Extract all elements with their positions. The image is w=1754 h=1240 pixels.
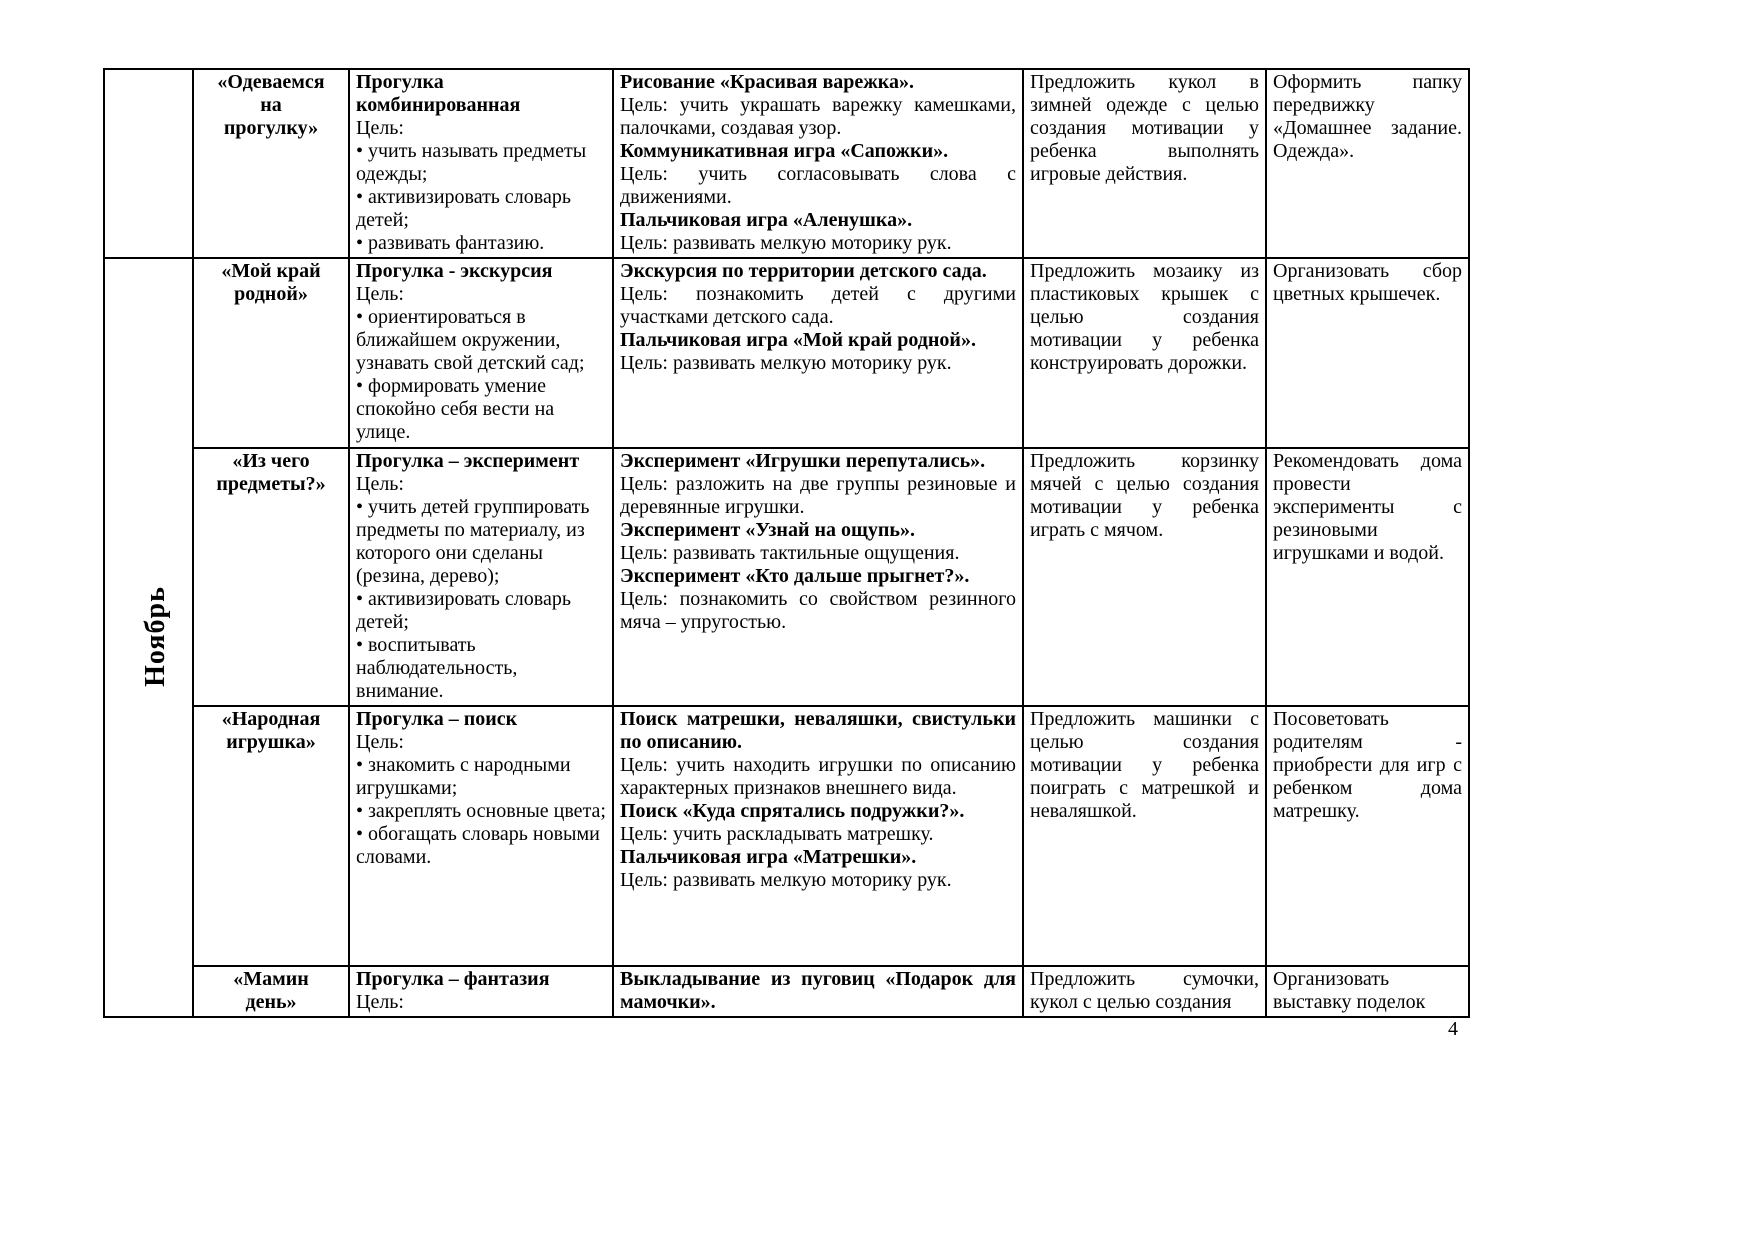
text-line: Цель: развивать мелкую моторику рук. [620, 352, 952, 374]
text-line: Цель: [356, 117, 404, 139]
bold-text-line: Эксперимент «Кто дальше прыгнет?». [620, 565, 970, 587]
bold-text-line: игрушка» [226, 731, 316, 753]
text-line: Цель: познакомить детей с другими участками детского сада. [620, 283, 1016, 328]
text-line: • учить детей группировать предметы по материалу, из которого они сделаны (резина, дерево); [356, 496, 590, 587]
text-line: • активизировать словарь детей; [356, 588, 571, 633]
bold-text-line: прогулку» [223, 117, 319, 139]
walk-cell [349, 258, 613, 448]
bold-text-line: «Мой край [221, 260, 321, 282]
text-line: Посоветовать родителям - приобрести для игр с ребенком дома матрешку. [1273, 708, 1462, 822]
bold-text-line: Экскурсия по территории детского сада. [620, 260, 987, 282]
bold-text-line: Рисование «Красивая варежка». [620, 71, 915, 93]
bold-text-line: день» [245, 991, 297, 1013]
bold-text-line: Поиск матрешки, неваляшки, свистульки по описанию. [620, 708, 1016, 753]
theme-cell [193, 448, 349, 706]
theme-cell [193, 966, 349, 1017]
text-line: Цель: учить согласовывать слова с движениями. [620, 163, 1016, 208]
walk-cell [349, 448, 613, 706]
page-number: 4 [1448, 1018, 1458, 1040]
bold-text-line: Пальчиковая игра «Матрешки». [620, 846, 917, 868]
bold-text-line: «Народная [221, 708, 321, 730]
bold-text-line: «Из чего [232, 450, 310, 472]
bold-text-line: Пальчиковая игра «Аленушка». [620, 209, 913, 231]
text-line: Цель: развивать тактильные ощущения. [620, 542, 960, 564]
walk-cell [349, 69, 613, 258]
family-cell [1266, 258, 1469, 448]
bold-text-line: Прогулка - экскурсия [356, 260, 553, 282]
activities-cell [613, 448, 1023, 706]
text-line: Цель: [356, 731, 404, 753]
family-cell [1266, 69, 1469, 258]
text-line: • активизировать словарь детей; [356, 186, 571, 231]
table-row [104, 706, 1469, 966]
bold-text-line: Эксперимент «Узнай на ощупь». [620, 519, 915, 541]
text-line: Предложить мозаику из пластиковых крышек с целью создания мотивации у ребенка конструировать дорожки. [1030, 260, 1259, 374]
bold-text-line: «Одеваемся [217, 71, 325, 93]
theme-cell [193, 706, 349, 966]
table-row [104, 966, 1469, 1017]
text-line: Цель: развивать мелкую моторику рук. [620, 869, 952, 891]
text-line: • обогащать словарь новыми словами. [356, 823, 600, 868]
month-cell [104, 258, 193, 1017]
activities-cell [613, 706, 1023, 966]
text-line: • ориентироваться в ближайшем окружении, узнавать свой детский сад; [356, 306, 585, 374]
text-line: Цель: разложить на две группы резиновые и деревянные игрушки. [620, 473, 1016, 518]
family-cell [1266, 966, 1469, 1017]
text-line: Организовать сбор цветных крышечек. [1273, 260, 1462, 305]
month-label: Ноябрь [139, 585, 171, 687]
bold-text-line: на [260, 94, 282, 116]
text-line: Цель: учить раскладывать матрешку. [620, 823, 934, 845]
text-line: Рекомендовать дома провести эксперименты с резиновыми игрушками и водой. [1273, 450, 1462, 564]
plan-table [103, 68, 1470, 1018]
suggestion-cell [1023, 966, 1266, 1017]
text-line: Предложить корзинку мячей с целью создания мотивации у ребенка играть с мячом. [1030, 450, 1259, 541]
text-line: Цель: [356, 473, 404, 495]
bold-text-line: Эксперимент «Игрушки перепутались». [620, 450, 986, 472]
bold-text-line: Коммуникативная игра «Сапожки». [620, 140, 949, 162]
text-line: • знакомить с народными игрушками; [356, 754, 571, 799]
walk-cell [349, 706, 613, 966]
bold-text-line: «Мамин [233, 968, 309, 990]
text-line: Цель: учить находить игрушки по описанию характерных признаков внешнего вида. [620, 754, 1016, 799]
bold-text-line: Прогулка – эксперимент [356, 450, 580, 472]
activities-cell [613, 258, 1023, 448]
bold-text-line: Прогулка – фантазия [356, 968, 550, 990]
suggestion-cell [1023, 258, 1266, 448]
text-line: Цель: развивать мелкую моторику рук. [620, 232, 952, 254]
bold-text-line: Поиск «Куда спрятались подружки?». [620, 800, 965, 822]
bold-text-line: Пальчиковая игра «Мой край родной». [620, 329, 976, 351]
text-line: Цель: учить украшать варежку камешками, палочками, создавая узор. [620, 94, 1016, 139]
text-line: Оформить папку передвижку «Домашнее задание. Одежда». [1273, 71, 1462, 162]
theme-cell [193, 69, 349, 258]
text-line: Предложить машинки с целью создания мотивации у ребенка поиграть с матрешкой и неваляшкой. [1030, 708, 1259, 822]
month-cell-empty [104, 69, 193, 258]
text-line: • формировать умение спокойно себя вести на улице. [356, 375, 555, 443]
family-cell [1266, 706, 1469, 966]
text-line: • воспитывать наблюдательность, внимание. [356, 634, 518, 702]
table-row [104, 448, 1469, 706]
bold-text-line: Выкладывание из пуговиц «Подарок для мамочки». [620, 968, 1016, 1013]
text-line: • учить называть предметы одежды; [356, 140, 587, 185]
plan-table-body [104, 69, 1469, 1017]
text-line: • развивать фантазию. [356, 232, 545, 254]
text-line: Цель: [356, 283, 404, 305]
walk-cell [349, 966, 613, 1017]
text-line: Организовать выставку поделок [1273, 968, 1426, 1013]
suggestion-cell [1023, 69, 1266, 258]
bold-text-line: Прогулка комбинированная [356, 71, 521, 116]
family-cell [1266, 448, 1469, 706]
suggestion-cell [1023, 448, 1266, 706]
table-row [104, 258, 1469, 448]
activities-cell [613, 69, 1023, 258]
text-line: Предложить кукол в зимней одежде с целью создания мотивации у ребенка выполнять игровые действия. [1030, 71, 1259, 185]
text-line: Цель: познакомить со свойством резинного мяча – упругостью. [620, 588, 1016, 633]
bold-text-line: предметы?» [216, 473, 326, 495]
text-line: Предложить сумочки, кукол с целью создания [1030, 968, 1259, 1013]
theme-cell [193, 258, 349, 448]
text-line: Цель: [356, 991, 404, 1013]
bold-text-line: Прогулка – поиск [356, 708, 518, 730]
table-row [104, 69, 1469, 258]
suggestion-cell [1023, 706, 1266, 966]
text-line: • закреплять основные цвета; [356, 800, 606, 822]
activities-cell [613, 966, 1023, 1017]
bold-text-line: родной» [234, 283, 308, 305]
